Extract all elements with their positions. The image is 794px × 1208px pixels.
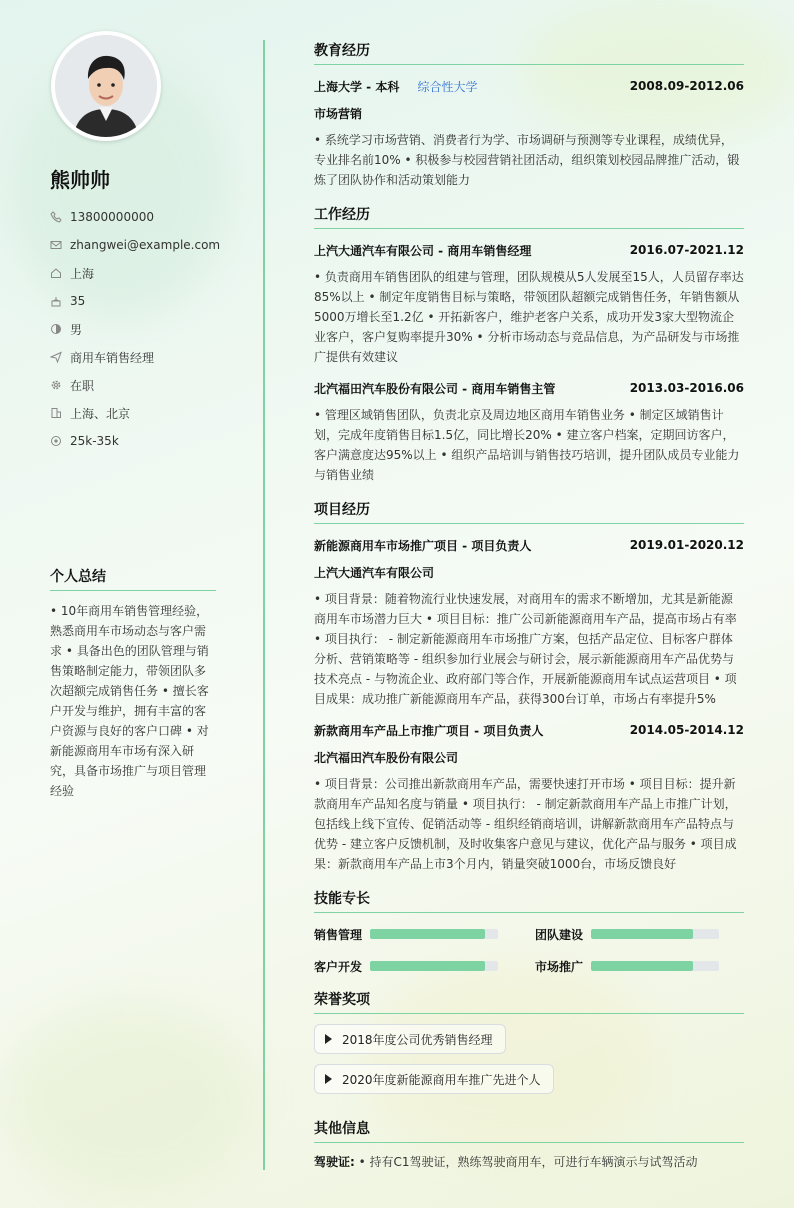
education-desc: • 系统学习市场营销、消费者行为学、市场调研与预测等专业课程，成绩优异，专业排名前10% • 积极参与校园营销社团活动，组织策划校园品牌推广活动，锻炼了团队协作和活动策划能力 [314, 133, 740, 187]
work-desc: • 管理区域销售团队，负责北京及周边地区商用车销售业务 • 制定区域销售计划，完成年度销售目标1.5亿，同比增长20% • 建立客户档案，定期回访客户，客户满意度达95%以上 • 组织产品培训与销售技巧培训，提升团队成员专业能力与销售业绩 [314, 408, 740, 482]
info-age [50, 287, 220, 315]
project-item [314, 719, 744, 874]
info-gender [50, 315, 220, 343]
project-title: 项目经历 [314, 499, 744, 524]
project-desc: • 项目背景：公司推出新款商用车产品，需要快速打开市场 • 项目目标：提升新款商用车产品知名度与销量 • 项目执行： - 制定新款商用车产品上市推广计划，包括线上线下宣传、促销活动等 - 组织经销商培训，讲解新款商用车产品特点与优势 - 建立客户反馈机制，及时收集客户意见与建议，优化产品与服务 • 项目成果：新款商用车产品上市3个月内，销量突破1000台，市场反馈良好 [314, 777, 737, 871]
skill-bar [591, 961, 719, 971]
work-item [314, 239, 744, 367]
info-salary [50, 427, 220, 455]
mail-icon [50, 239, 62, 251]
send-icon [50, 351, 62, 363]
info-location [50, 259, 220, 287]
skill-item [314, 925, 535, 943]
cake-icon [50, 295, 62, 307]
left-sidebar [0, 0, 264, 1208]
skill-label: 团队建设 [535, 927, 584, 942]
skill-bar-fill [591, 961, 693, 971]
awards-title: 荣誉奖项 [314, 989, 744, 1014]
project-head: 新款商用车产品上市推广项目 - 项目负责人 [314, 723, 544, 738]
skill-bar [370, 961, 498, 971]
project-company: 上汽大通汽车有限公司 [314, 565, 435, 580]
skills-title: 技能专长 [314, 888, 744, 913]
other-title: 其他信息 [314, 1118, 744, 1143]
project-company: 北汽福田汽车股份有限公司 [314, 750, 459, 765]
phone-icon [50, 211, 62, 223]
education-section [314, 40, 744, 190]
email-text: zhangwei@example.com [70, 238, 221, 252]
candidate-name: 熊帅帅 [50, 168, 110, 192]
other-section [314, 1118, 744, 1170]
skill-item [535, 957, 744, 975]
info-position [50, 343, 220, 371]
info-cities [50, 399, 220, 427]
work-desc: • 负责商用车销售团队的组建与管理，团队规模从5人发展至15人，人员留存率达85%以上 • 制定年度销售目标与策略，带领团队超额完成销售任务，年销售额从5000万增长至1.2亿 • 开拓新客户，维护老客户关系，成功开发3家大型物流企业客户，客户复购率提升30% • 分析市场动态与竞品信息，为产品研发与市场推广提供有效建议 [314, 270, 744, 364]
skill-bar-fill [370, 961, 485, 971]
skills-grid [314, 925, 744, 975]
gear-icon [50, 379, 62, 391]
coin-icon [50, 435, 62, 447]
position-text: 商用车销售经理 [70, 350, 155, 365]
skill-bar [370, 929, 498, 939]
work-head: 北汽福田汽车股份有限公司 - 商用车销售主管 [314, 381, 556, 396]
work-head: 上汽大通汽车有限公司 - 商用车销售经理 [314, 243, 532, 258]
education-school: 上海大学 - 本科 [314, 79, 400, 94]
education-tag: 综合性大学 [417, 79, 478, 94]
work-period: 2013.03-2016.06 [629, 381, 744, 395]
project-period: 2019.01-2020.12 [629, 538, 744, 552]
work-item [314, 377, 744, 485]
education-major: 市场营销 [314, 106, 363, 121]
skill-label: 客户开发 [314, 959, 363, 974]
skill-label: 市场推广 [535, 959, 584, 974]
project-desc: • 项目背景：随着物流行业快速发展，对商用车的需求不断增加，尤其是新能源商用车市场潜力巨大 • 项目目标：推广公司新能源商用车产品，提高市场占有率 • 项目执行： - 制定新能源商用车市场推广方案，包括产品定位、目标客户群体分析、营销策略等 - 组织参加行业展会与研讨会，展示新能源商用车产品优势与技术亮点 - 与物流企业、政府部门等合作，开展新能源商用车试点运营项目 • 项目成果：成功推广新能源商用车产品，获得300台订单，市场占有率提升5% [314, 592, 737, 706]
gender-icon [50, 323, 62, 335]
info-phone [50, 203, 220, 231]
skill-bar-fill [370, 929, 485, 939]
award-label: 2018年度公司优秀销售经理 [342, 1032, 493, 1047]
awards-section [314, 989, 744, 1104]
work-period: 2016.07-2021.12 [629, 243, 744, 257]
caret-right-icon [325, 1074, 332, 1084]
skill-bar [591, 929, 719, 939]
education-head [314, 75, 744, 97]
project-period: 2014.05-2014.12 [629, 723, 744, 737]
work-title: 工作经历 [314, 204, 744, 229]
status-text: 在职 [70, 378, 95, 393]
caret-right-icon [325, 1034, 332, 1044]
award-item[interactable] [314, 1024, 506, 1054]
location-text: 上海 [70, 266, 95, 281]
other-info [314, 1153, 744, 1170]
avatar [51, 31, 161, 141]
project-item [314, 534, 744, 709]
building-icon [50, 407, 62, 419]
phone-text: 13800000000 [70, 210, 154, 224]
project-section [314, 499, 744, 874]
vertical-divider [263, 40, 265, 1170]
skills-section [314, 888, 744, 975]
project-head: 新能源商用车市场推广项目 - 项目负责人 [314, 538, 532, 553]
education-period: 2008.09-2012.06 [629, 79, 744, 93]
award-label: 2020年度新能源商用车推广先进个人 [342, 1072, 541, 1087]
work-section [314, 204, 744, 485]
main-content [314, 40, 744, 1184]
summary-title: 个人总结 [50, 566, 216, 591]
other-label: 驾驶证: [314, 1155, 355, 1169]
skill-label: 销售管理 [314, 927, 363, 942]
cities-text: 上海、北京 [70, 406, 131, 421]
education-title: 教育经历 [314, 40, 744, 65]
gender-text: 男 [70, 322, 83, 337]
skill-bar-fill [591, 929, 693, 939]
contact-info-list [50, 203, 220, 455]
salary-text: 25k-35k [70, 434, 119, 448]
other-text: • 持有C1驾驶证，熟练驾驶商用车，可进行车辆演示与试驾活动 [358, 1155, 698, 1169]
info-status [50, 371, 220, 399]
info-email [50, 231, 220, 259]
summary-text: • 10年商用车销售管理经验，熟悉商用车市场动态与客户需求 • 具备出色的团队管理与销售策略制定能力，带领团队多次超额完成销售任务 • 擅长客户开发与维护，拥有丰富的客户资源与良好的客户口碑 • 对新能源商用车市场有深入研究，具备市场推广与项目管理经验 [50, 604, 209, 798]
age-text: 35 [70, 294, 86, 308]
award-item[interactable] [314, 1064, 554, 1094]
home-icon [50, 267, 62, 279]
skill-item [535, 925, 744, 943]
skill-item [314, 957, 535, 975]
